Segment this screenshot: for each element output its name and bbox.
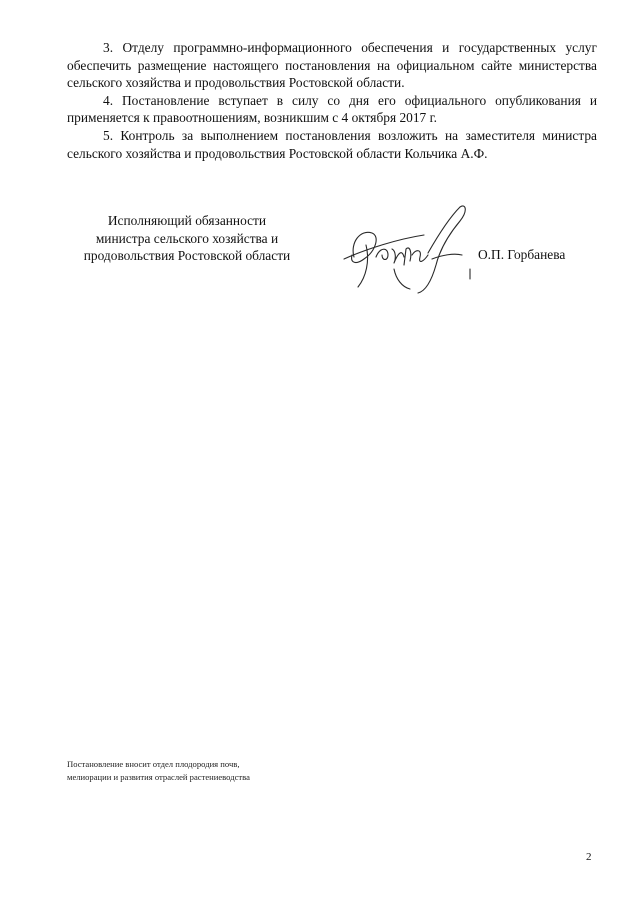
paragraph-4: 4. Постановление вступает в силу со дня его официального опубликования и применяется к правоотношениям, возникшим с 4 октября 2017 г. bbox=[67, 92, 597, 126]
signatory-title-line: продовольствия Ростовской области bbox=[83, 248, 291, 264]
paragraph-5: 5. Контроль за выполнением постановления возложить на заместителя министра сельского хозяйства и продовольствия Ростовской области Кольчика А.Ф. bbox=[67, 127, 597, 161]
footnote-line: Постановление вносит отдел плодородия почв, bbox=[67, 759, 240, 769]
signatory-title-line: министра сельского хозяйства и bbox=[95, 230, 279, 246]
signatory-name: О.П. Горбанева bbox=[478, 247, 566, 262]
footnote-line: мелиорации и развития отраслей растениеводства bbox=[67, 772, 250, 782]
document-body bbox=[67, 39, 597, 162]
handwritten-signature-icon bbox=[336, 199, 486, 299]
footnote bbox=[67, 758, 250, 784]
page-number: 2 bbox=[586, 851, 592, 863]
signatory-title bbox=[67, 212, 307, 265]
signatory-title-line: Исполняющий обязанности bbox=[107, 213, 267, 228]
paragraph-3: 3. Отделу программно-информационного обеспечения и государственных услуг обеспечить размещение настоящего постановления на официальном сайте министерства сельского хозяйства и продовольствия Ростовской области. bbox=[67, 40, 597, 91]
